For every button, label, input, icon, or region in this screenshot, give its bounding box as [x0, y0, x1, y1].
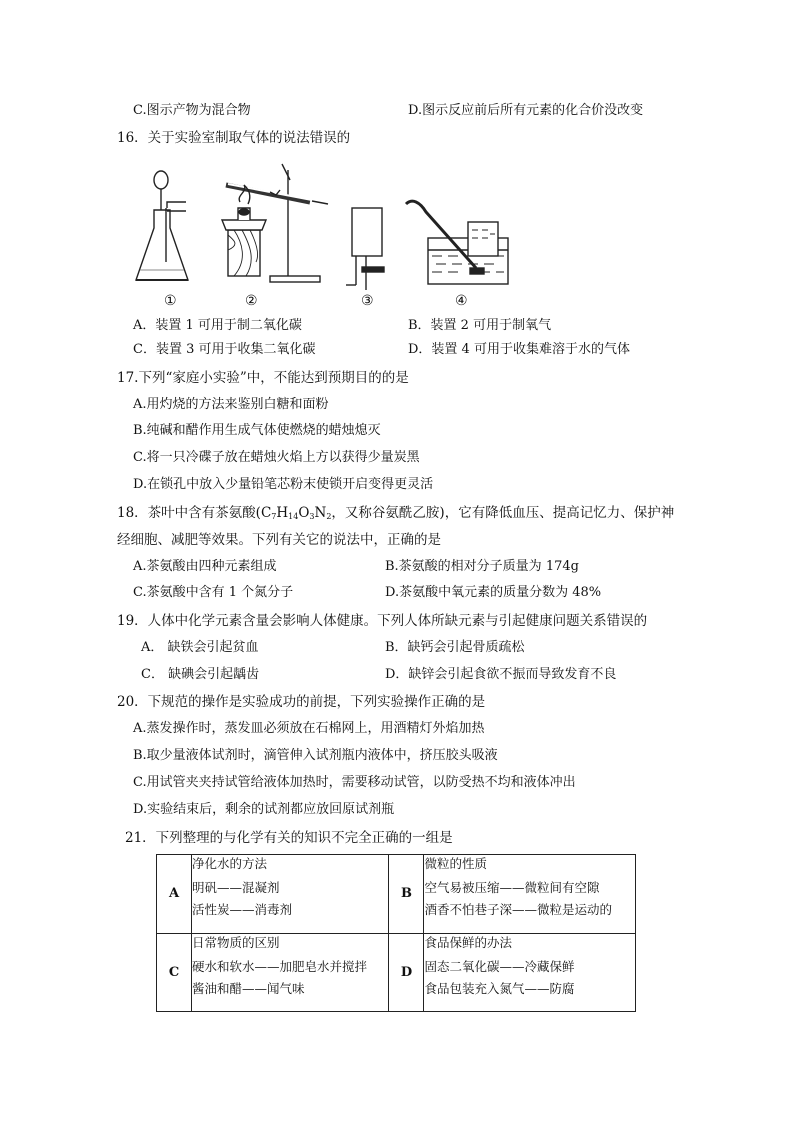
- q15-option-d: D.图示反应前后所有元素的化合价没改变: [408, 103, 644, 118]
- q16-option-b: B．装置 2 可用于制氧气: [408, 318, 552, 333]
- table-a-body: [192, 877, 389, 933]
- table-a-header: 净化水的方法: [192, 855, 389, 878]
- q17-option-c: C.将一只冷碟子放在蜡烛火焰上方以获得少量炭黑: [133, 450, 420, 465]
- table-a-line1: 明矾——混凝剂: [192, 880, 280, 895]
- table-c-line2: 酱油和醋——闻气味: [192, 980, 305, 996]
- apparatus-label-4: ④: [455, 293, 468, 309]
- apparatus-3-collect-icon: [346, 208, 384, 290]
- table-letter-c: C: [157, 933, 192, 1012]
- q19-option-a: A． 缺铁会引起贫血: [141, 640, 259, 655]
- table-a-line2: 活性炭——消毒剂: [192, 902, 293, 917]
- q16-option-c: C．装置 3 可用于收集二氧化碳: [133, 342, 316, 357]
- q20-option-d: D.实验结束后，剩余的试剂都应放回原试剂瓶: [133, 802, 395, 817]
- q18-stem-line1: 18．茶叶中含有茶氨酸($C_7H_{14}O_3N_2$，又称谷氨酰乙胺)，它有降低血压、提高记忆力、保护神: [117, 505, 675, 521]
- apparatus-1-flask-icon: [136, 171, 188, 280]
- q20-option-a: A.蒸发操作时，蒸发皿必须放在石棉网上，用酒精灯外焰加热: [133, 721, 485, 736]
- apparatus-label-3: ③: [361, 293, 374, 309]
- q17-option-b: B.纯碱和醋作用生成气体使燃烧的蜡烛熄灭: [133, 423, 381, 438]
- q15-option-c: C.图示产物为混合物: [133, 103, 251, 118]
- q18-stem-line2: 经细胞、减肥等效果。下列有关它的说法中，正确的是: [117, 532, 441, 548]
- q18-option-d: D.茶氨酸中氧元素的质量分数为 48%: [385, 585, 602, 600]
- table-d-header: 食品保鲜的办法: [424, 933, 636, 956]
- apparatus-label-2: ②: [245, 293, 258, 309]
- table-b-header: 微粒的性质: [424, 855, 636, 878]
- q16-option-a: A．装置 1 可用于制二氧化碳: [133, 318, 302, 333]
- q19-option-c: C． 缺碘会引起龋齿: [141, 667, 260, 682]
- q19-stem: 19．人体中化学元素含量会影响人体健康。下列人体所缺元素与引起健康问题关系错误的: [117, 613, 648, 629]
- q19-option-b: B．缺钙会引起骨质疏松: [385, 640, 525, 655]
- q16-stem: 16．关于实验室制取气体的说法错误的: [117, 130, 351, 146]
- q21-stem: 21．下列整理的与化学有关的知识不完全正确的一组是: [125, 830, 453, 846]
- q19-option-d: D．缺锌会引起食欲不振而导致发育不良: [385, 667, 617, 682]
- table-b-body: [424, 877, 636, 933]
- q17-option-a: A.用灼烧的方法来鉴别白糖和面粉: [133, 397, 329, 412]
- q20-stem: 20．下规范的操作是实验成功的前提，下列实验操作正确的是: [117, 694, 486, 710]
- apparatus-label-1: ①: [164, 293, 177, 309]
- table-b-line1: 空气易被压缩——微粒间有空隙: [424, 880, 600, 895]
- table-letter-d: D: [389, 933, 424, 1012]
- q16-option-d: D．装置 4 可用于收集难溶于水的气体: [408, 342, 630, 357]
- q18-option-c: C.茶氨酸中含有 1 个氮分子: [133, 585, 294, 600]
- lab-apparatus-figure: [130, 150, 530, 295]
- table-d-line2: 食品包装充入氮气——防腐: [424, 980, 575, 996]
- q17-option-d: D.在锁孔中放入少量铅笔芯粉末使锁开启变得更灵活: [133, 477, 434, 492]
- table-c-header: 日常物质的区别: [192, 933, 389, 956]
- q20-option-c: C.用试管夹夹持试管给液体加热时，需要移动试管，以防受热不均和液体冲出: [133, 775, 576, 790]
- q18-option-a: A.茶氨酸由四种元素组成: [133, 559, 277, 574]
- table-letter-a: A: [157, 855, 192, 934]
- table-d-body: [424, 956, 636, 1012]
- apparatus-2-heating-icon: [222, 164, 328, 282]
- q21-knowledge-table: [156, 854, 636, 1012]
- table-d-line1: 固态二氧化碳——冷藏保鲜: [424, 958, 575, 974]
- table-c-body: [192, 956, 389, 1012]
- q17-stem: 17.下列“家庭小实验”中，不能达到预期目的的是: [117, 370, 409, 386]
- table-letter-b: B: [389, 855, 424, 934]
- q18-option-b: B.茶氨酸的相对分子质量为 174g: [385, 559, 579, 574]
- table-c-line1: 硬水和软水——加肥皂水并搅拌: [192, 958, 368, 974]
- table-b-line2: 酒香不怕巷子深——微粒是运动的: [424, 902, 612, 917]
- apparatus-4-water-trough-icon: [406, 201, 508, 284]
- q20-option-b: B.取少量液体试剂时，滴管伸入试剂瓶内液体中，挤压胶头吸液: [133, 748, 498, 763]
